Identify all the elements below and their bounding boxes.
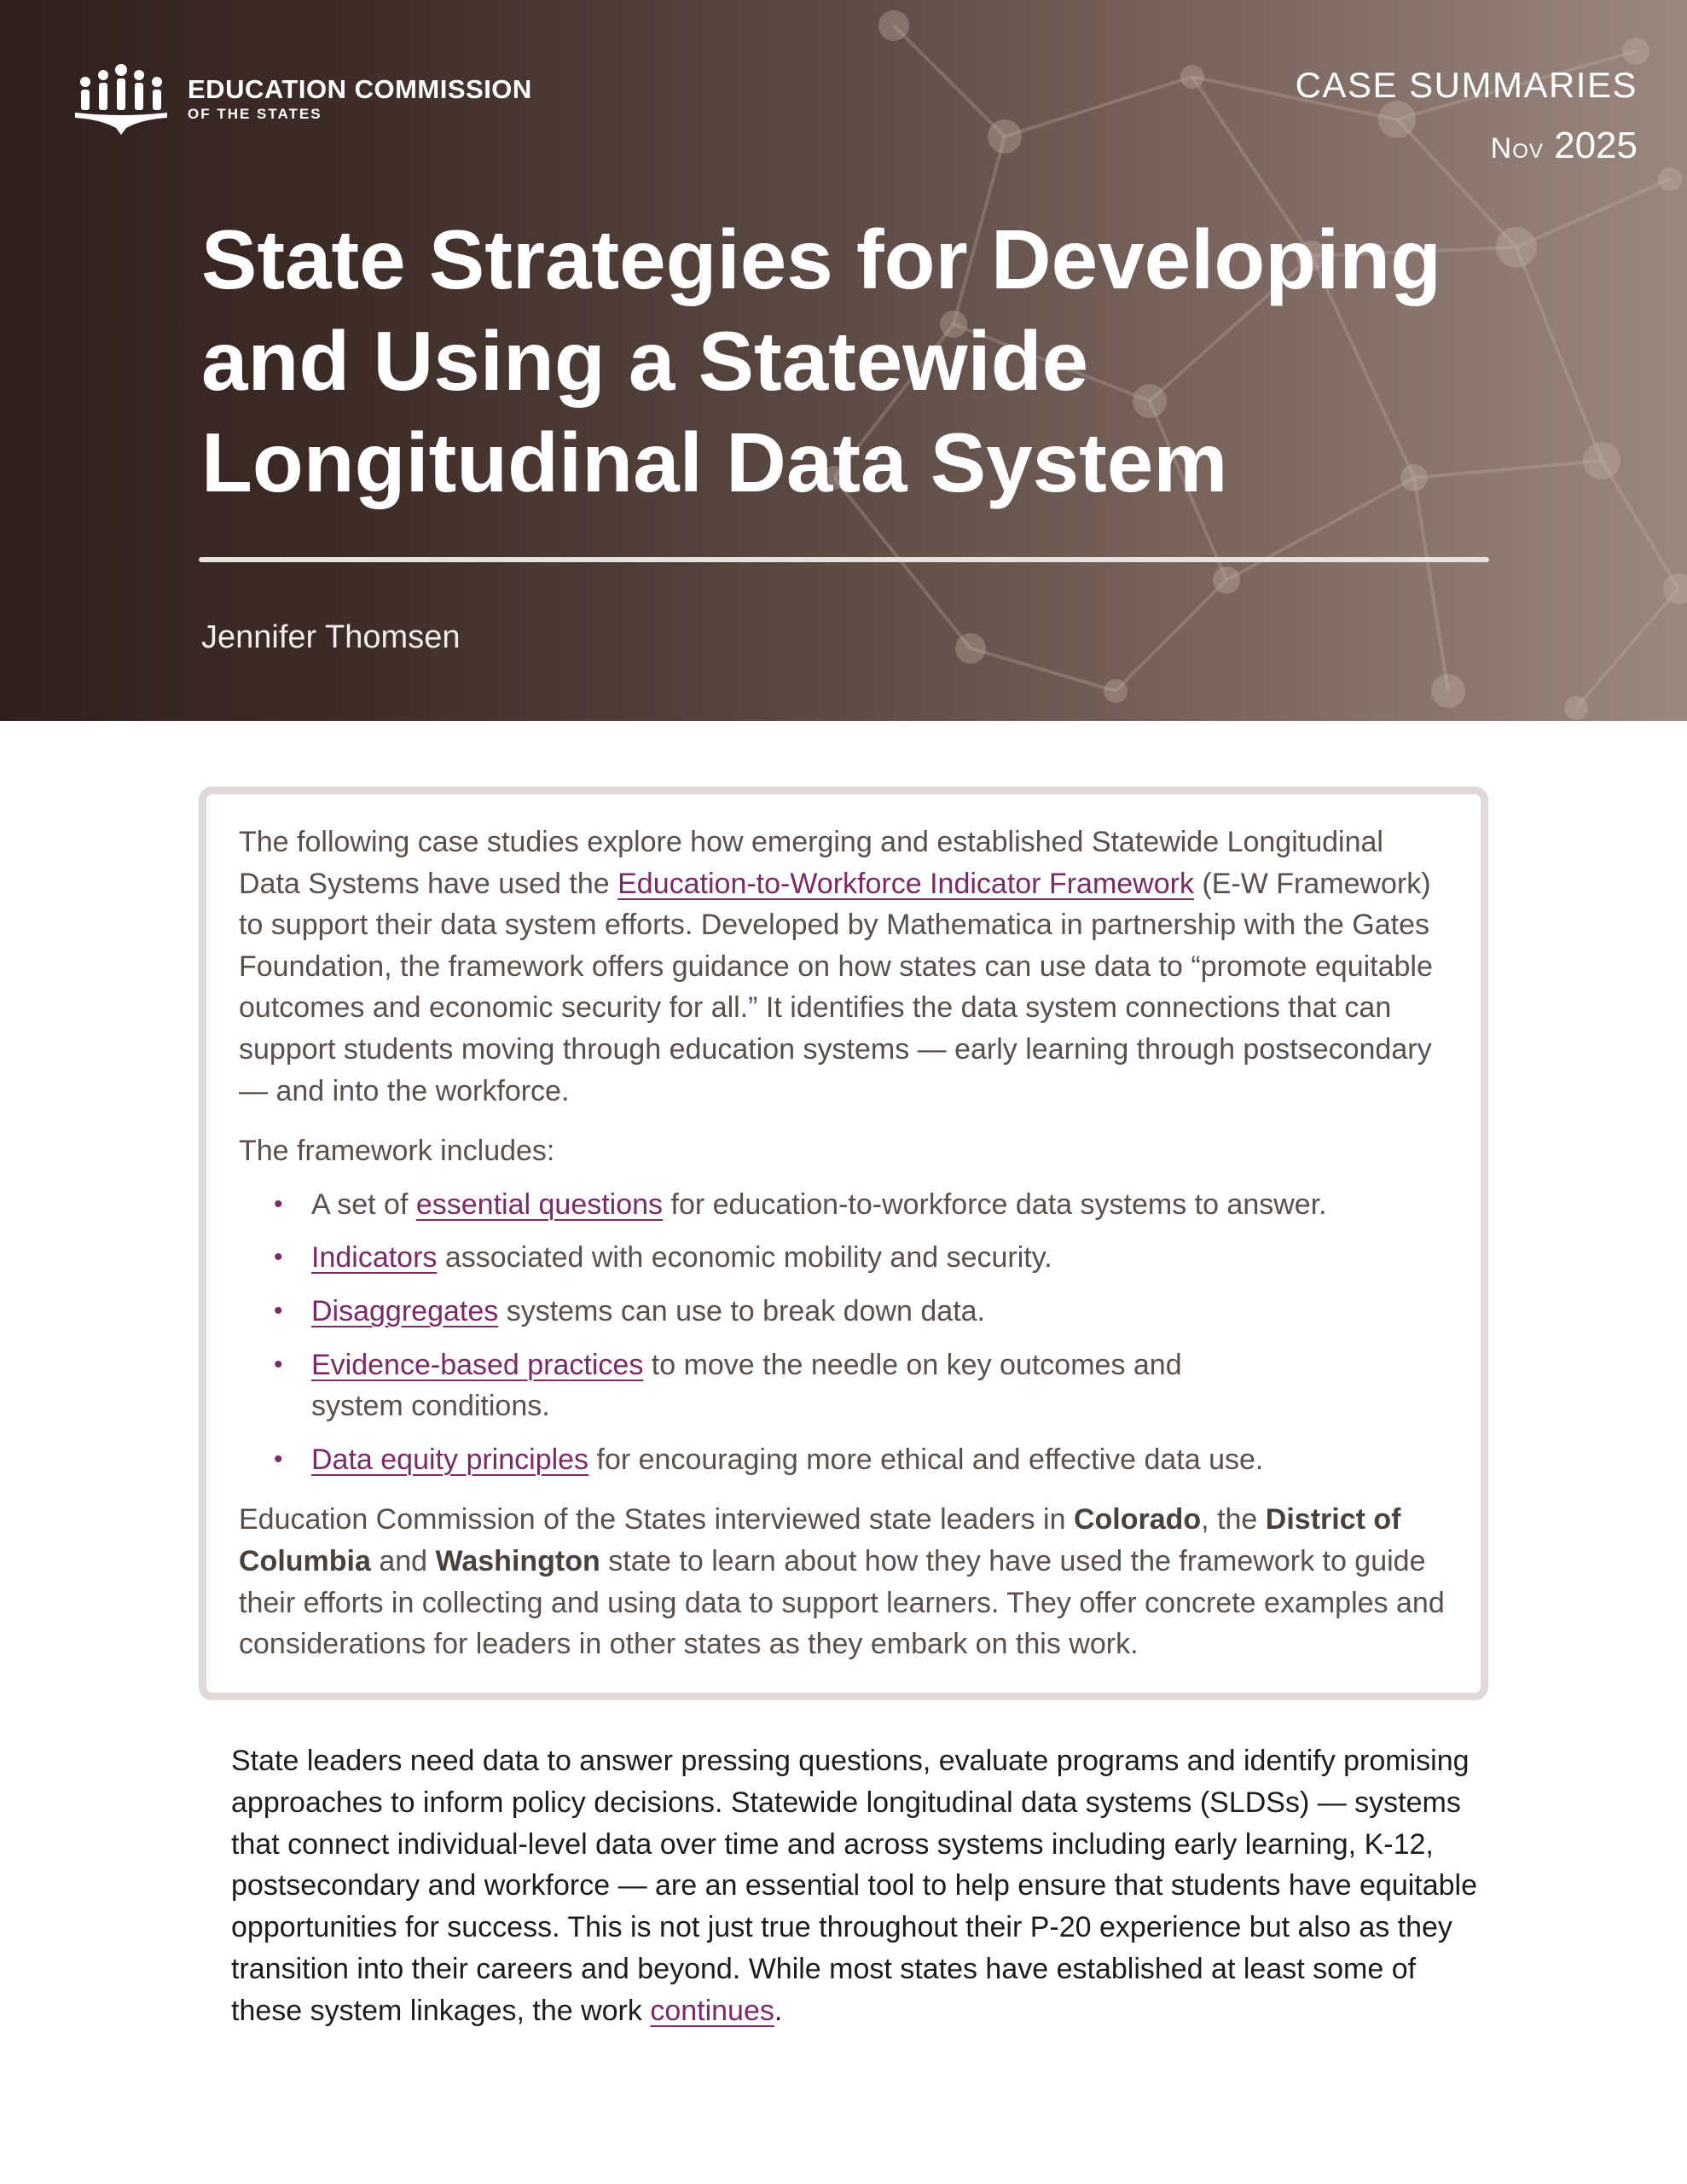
list-item: • A set of essential questions for education-to-workforce data systems to answer.: [311, 1184, 1451, 1226]
title-divider: [199, 557, 1489, 562]
ecs-logo-icon: [73, 63, 169, 135]
title-line-2: and Using a Statewide: [201, 314, 1089, 408]
bullet-icon: •: [274, 1350, 283, 1379]
date-year: 2025: [1554, 125, 1638, 166]
list-item: • Data equity principles for encouraging more ethical and effective data use.: [311, 1439, 1451, 1481]
continues-link[interactable]: continues: [650, 1994, 774, 2027]
publication-date: [1491, 125, 1638, 167]
bullet-icon: •: [274, 1444, 283, 1473]
essential-questions-link[interactable]: essential questions: [415, 1188, 664, 1221]
list-item: • Evidence-based practices to move the needle on key outcomes and system conditions.: [311, 1345, 1275, 1427]
bullet-icon: •: [274, 1296, 283, 1325]
title-line-1: State Strategies for Developing: [201, 212, 1442, 306]
disaggregates-link[interactable]: Disaggregates: [311, 1294, 499, 1327]
intro-paragraph: The following case studies explore how emerging and established Statewide Longitudinal Data Systems have used the Education-to-Workforce Indicator Framework (E-W Framework) to support their data system efforts. Developed by Mathematica in partnership with the Gates Foundation, the framework offers guidance on how states can use data to “promote equitable outcomes and economic security for all.” It identifies the data system connections that can support students moving through education systems — early learning through postsecondary — and into the workforce.: [239, 826, 1433, 1107]
framework-list: [239, 1184, 1451, 1481]
page-title: [201, 209, 1600, 514]
data-equity-principles-link[interactable]: Data equity principles: [311, 1443, 589, 1476]
author-name: Jennifer Thomsen: [201, 619, 461, 655]
bullet-icon: •: [274, 1243, 283, 1272]
list-item: • Disaggregates systems can use to break down data.: [311, 1291, 1451, 1333]
body-paragraph: State leaders need data to answer pressing questions, evaluate programs and identify promising approaches to inform policy decisions. Statewide longitudinal data systems (SLDSs) — systems that connect individual-level data over time and across systems including early learning, K-12, postsecondary and workforce — are an essential tool to help ensure that students have equitable opportunities for success. This is not just true throughout their P-20 experience but also as they transition into their careers and beyond. While most states have established at least some of these system linkages, the work continues.: [231, 1745, 1478, 2027]
framework-lead: The framework includes:: [239, 1135, 555, 1168]
indicators-link[interactable]: Indicators: [311, 1241, 438, 1275]
header-banner: [0, 0, 1687, 721]
logo-subname: OF THE STATES: [188, 106, 322, 122]
title-line-3: Longitudinal Data System: [201, 415, 1228, 509]
logo-name: EDUCATION COMMISSION: [188, 74, 532, 104]
state-district-of-columbia: District of Columbia: [239, 1503, 1401, 1577]
closing-paragraph: Education Commission of the States interviewed state leaders in Colorado, the District of Columbia and Washington state to learn about how they have used the framework to guide their efforts in collecting and using data to support learners. They offer concrete examples and considerations for leaders in other states as they embark on this work.: [239, 1503, 1445, 1661]
case-summaries-label: CASE SUMMARIES: [1295, 65, 1638, 105]
ew-framework-link[interactable]: Education-to-Workforce Indicator Framework: [617, 867, 1194, 900]
list-item: • Indicators associated with economic mobility and security.: [311, 1237, 1451, 1279]
state-washington: Washington: [435, 1544, 600, 1577]
bullet-icon: •: [274, 1189, 283, 1218]
ecs-logo[interactable]: [73, 63, 532, 135]
date-month: Nov: [1490, 132, 1544, 165]
summary-callout-box: [199, 787, 1488, 1700]
state-colorado: Colorado: [1073, 1503, 1202, 1536]
evidence-based-practices-link[interactable]: Evidence-based practices: [311, 1348, 644, 1381]
